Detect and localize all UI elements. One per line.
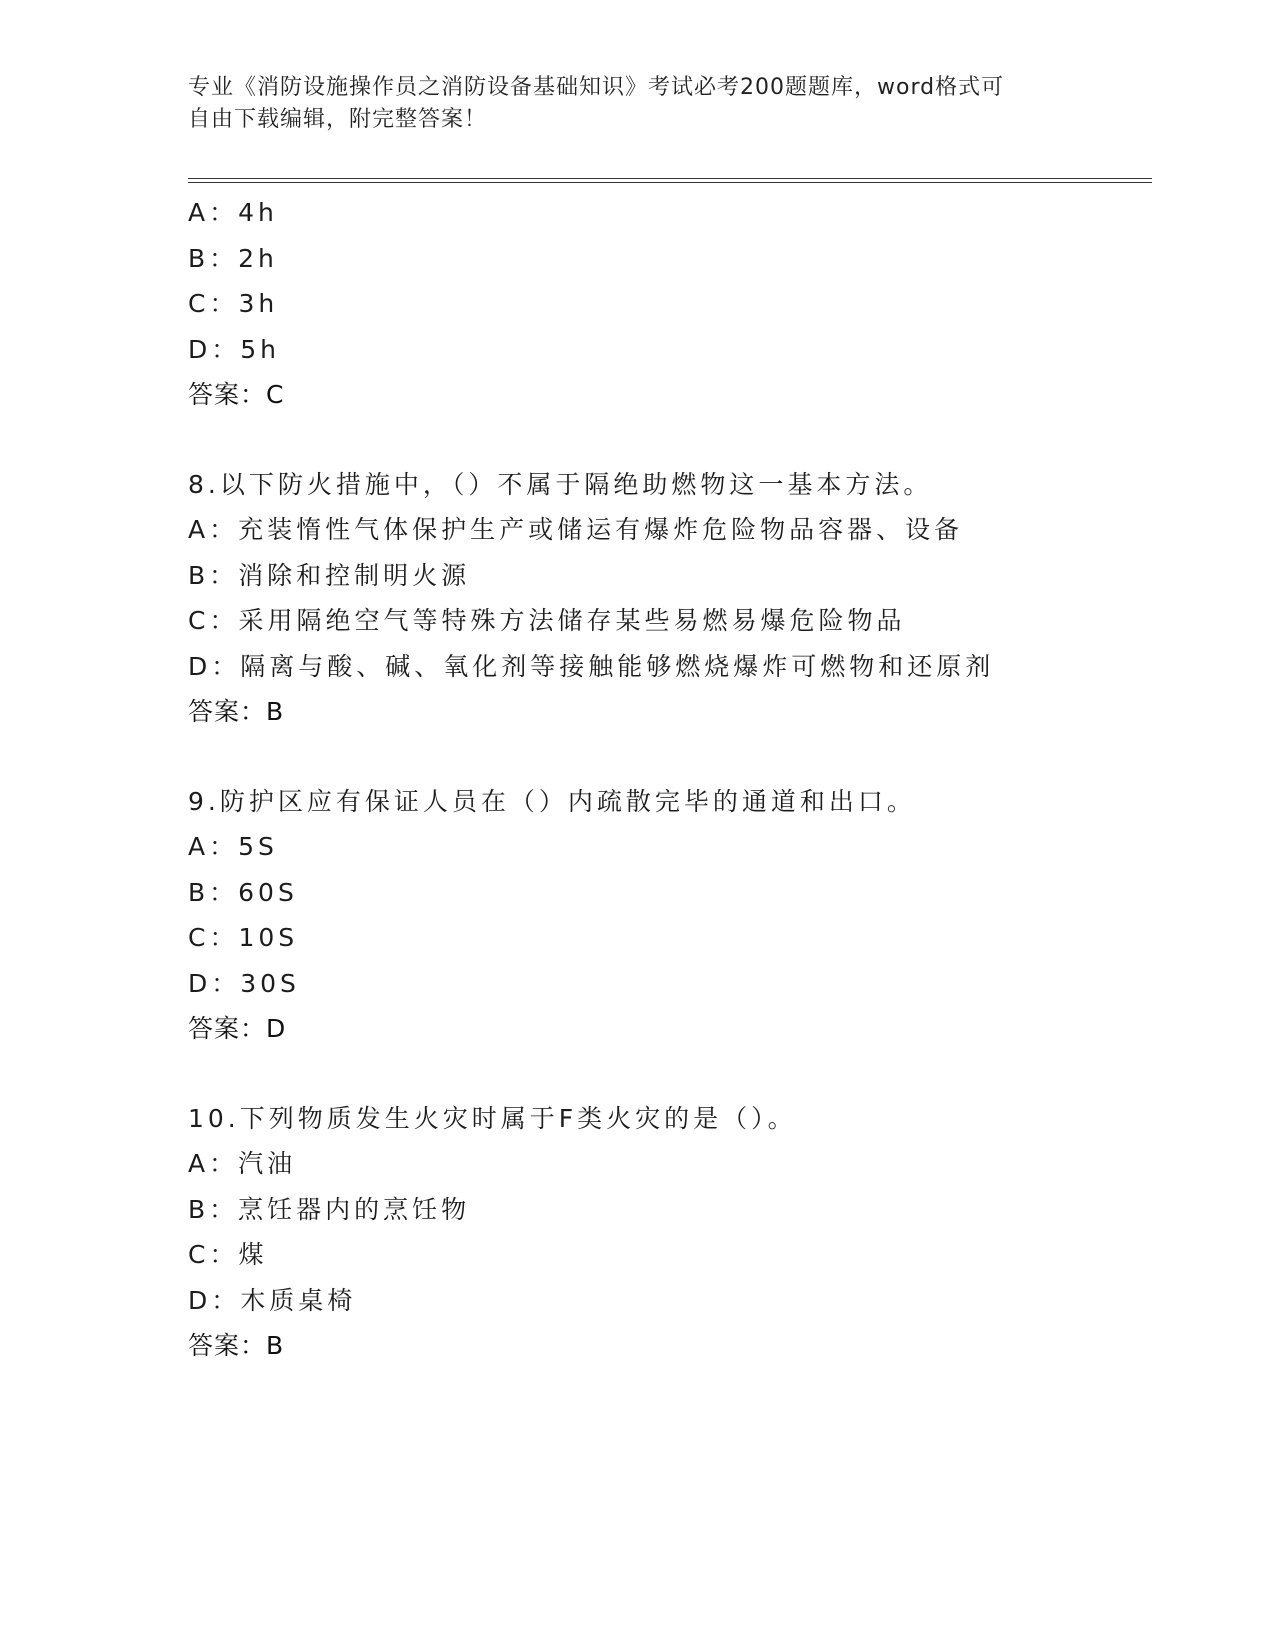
option-d: D：5h: [188, 334, 281, 364]
option-c: C：采用隔绝空气等特殊方法储存某些易燃易爆危险物品: [188, 606, 906, 635]
option-c: C：10S: [188, 923, 299, 952]
question-text: 9.防护区应有保证人员在（）内疏散完毕的通道和出口。: [188, 786, 916, 816]
option-d: D：30S: [188, 968, 300, 998]
answer-line: 答案：D: [188, 1014, 287, 1043]
option-a: A：4h: [188, 198, 278, 227]
document-header: [188, 72, 1088, 136]
option-d: D：隔离与酸、碱、氧化剂等接触能够燃烧爆炸可燃物和还原剂: [188, 651, 995, 681]
option-c: C：3h: [188, 289, 279, 318]
header-divider-top: [188, 178, 1152, 179]
option-b: B：2h: [188, 243, 278, 273]
question-block-10: [188, 1096, 1148, 1369]
option-b: B：60S: [188, 877, 298, 907]
answer-line: 答案：B: [188, 1331, 285, 1360]
question-block-8: [188, 462, 1148, 735]
option-a: A：充装惰性气体保护生产或储运有爆炸危险物品容器、设备: [188, 515, 964, 544]
question-block-7: [188, 190, 1148, 418]
question-content: [188, 190, 1148, 1369]
option-b: B：烹饪器内的烹饪物: [188, 1194, 471, 1224]
header-divider-bottom: [188, 182, 1152, 183]
option-a: A：5S: [188, 832, 278, 861]
header-line-1: 专业《消防设施操作员之消防设备基础知识》考试必考200题题库，word格式可: [188, 75, 1005, 100]
question-block-9: [188, 779, 1148, 1052]
question-text: 10.下列物质发生火灾时属于F类火灾的是（）。: [188, 1103, 797, 1133]
option-d: D：木质桌椅: [188, 1285, 357, 1315]
option-a: A：汽油: [188, 1149, 297, 1178]
question-text: 8.以下防火措施中，（）不属于隔绝助燃物这一基本方法。: [188, 469, 933, 499]
option-c: C：煤: [188, 1240, 268, 1269]
answer-line: 答案：C: [188, 380, 285, 409]
answer-line: 答案：B: [188, 697, 285, 726]
option-b: B：消除和控制明火源: [188, 560, 471, 590]
header-line-2: 自由下载编辑，附完整答案！: [188, 107, 488, 132]
